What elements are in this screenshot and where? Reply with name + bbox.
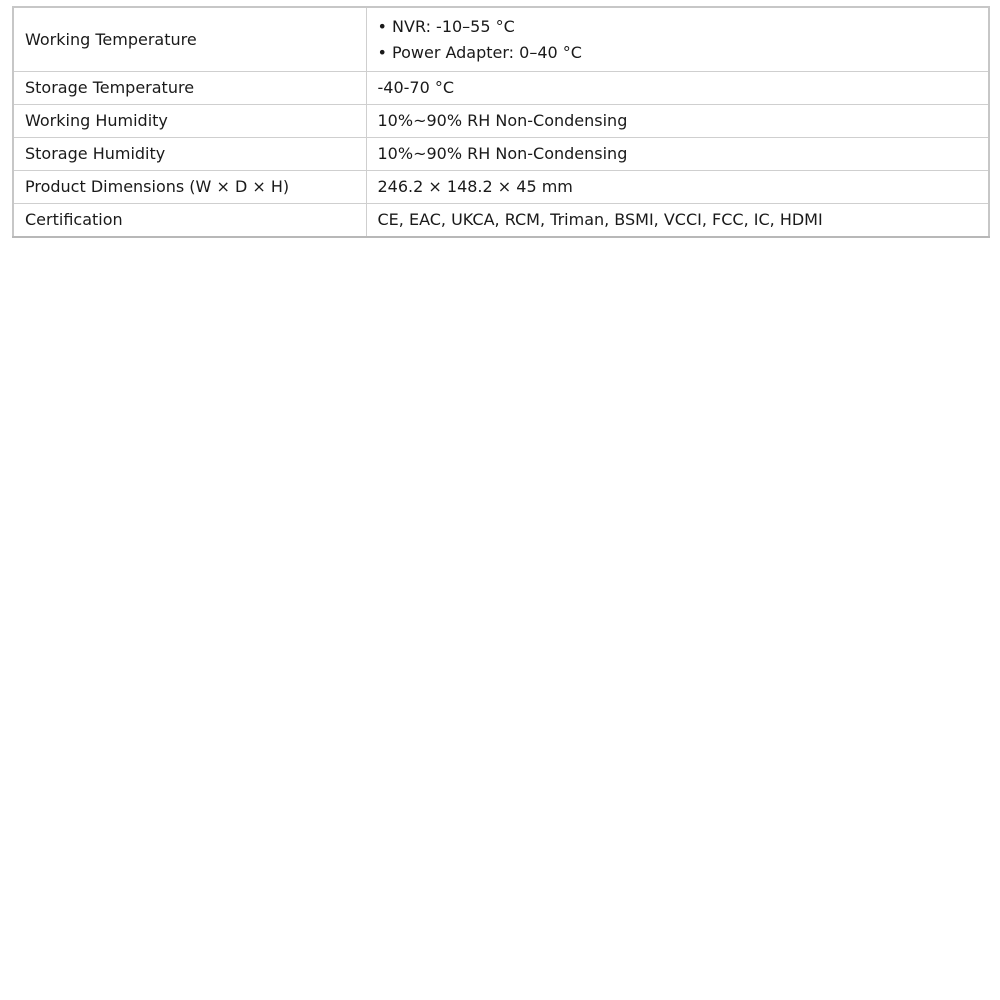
spec-label-certification: Certification [13,204,366,238]
spec-value-certification: CE, EAC, UKCA, RCM, Triman, BSMI, VCCI, FCC, IC, HDMI [366,204,989,238]
spec-label-storage-humidity: Storage Humidity [13,138,366,171]
spec-value-storage-humidity: 10%~90% RH Non-Condensing [366,138,989,171]
spec-value-storage-temperature: -40-70 °C [366,72,989,105]
spec-label-product-dimensions: Product Dimensions (W × D × H) [13,171,366,204]
table-row [13,204,989,238]
spec-label-working-humidity: Working Humidity [13,105,366,138]
table-row [13,171,989,204]
spec-value-nvr-temperature: • NVR: -10–55 °C [377,16,515,36]
specifications-table [12,6,990,238]
spec-value-working-temperature [366,7,989,72]
spec-value-working-humidity: 10%~90% RH Non-Condensing [366,105,989,138]
spec-label-storage-temperature: Storage Temperature [13,72,366,105]
spec-label-working-temperature: Working Temperature [13,7,366,72]
table-row [13,138,989,171]
spec-value-product-dimensions: 246.2 × 148.2 × 45 mm [366,171,989,204]
table-row [13,7,989,72]
spec-value-power-adapter-temperature: • Power Adapter: 0–40 °C [377,42,582,62]
table-row [13,72,989,105]
table-row [13,105,989,138]
